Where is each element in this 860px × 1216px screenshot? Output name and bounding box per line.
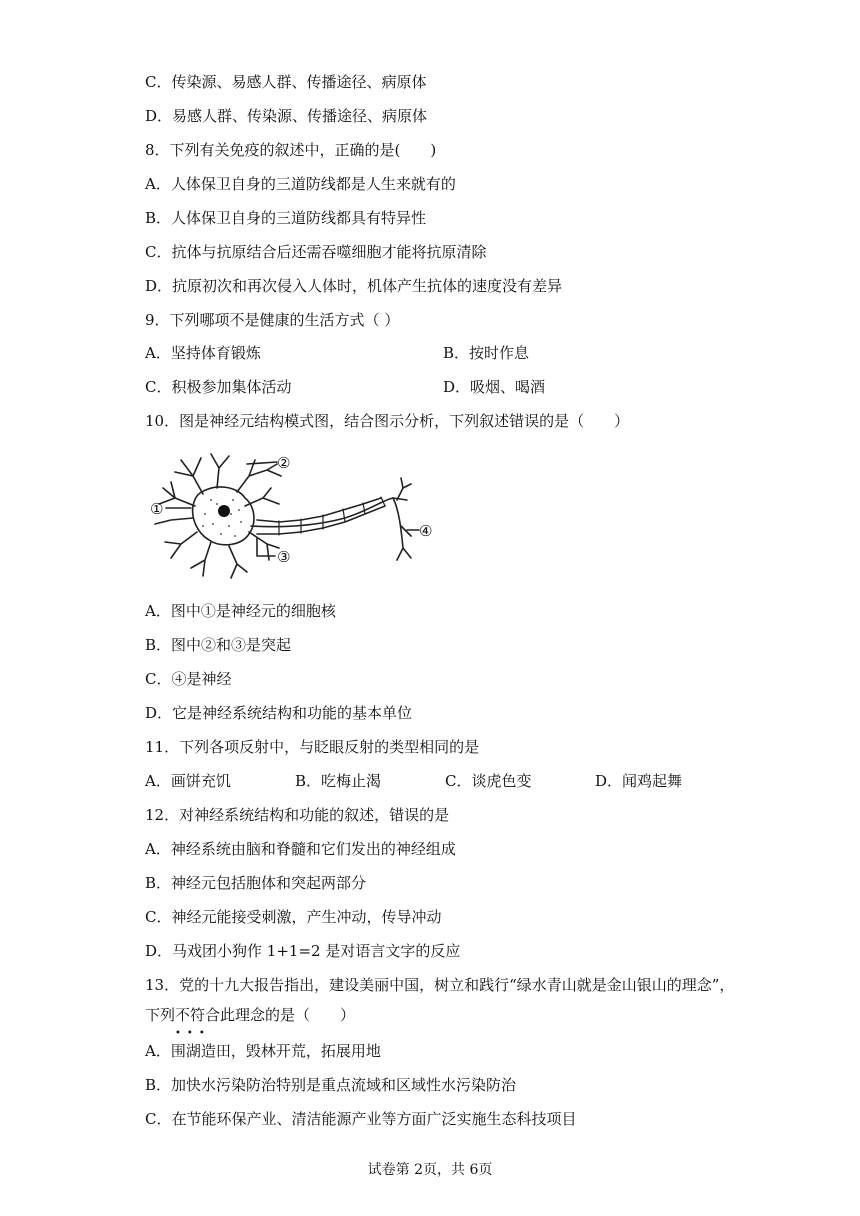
dendrite <box>229 546 247 578</box>
q10-stem: 10．图是神经元结构模式图，结合图示分析，下列叙述错误的是（ ） <box>145 412 630 430</box>
q11-option-c: C．谈虎色变 <box>445 772 532 790</box>
q11-stem: 11．下列各项反射中，与眨眼反射的类型相同的是 <box>145 738 480 756</box>
label-1: ① <box>150 500 164 518</box>
q10-option-a: A．图中①是神经元的细胞核 <box>145 602 336 620</box>
emphasis-dots-icon: ••• <box>175 1028 211 1039</box>
q12-option-b: B．神经元包括胞体和突起两部分 <box>145 874 367 892</box>
q13-option-c: C．在节能环保产业、清洁能源产业等方面广泛实施生态科技项目 <box>145 1110 577 1128</box>
q9-option-c: C．积极参加集体活动 <box>145 378 292 396</box>
dendrite <box>165 532 197 558</box>
dendrite <box>159 482 195 506</box>
q12-option-c: C．神经元能接受刺激，产生冲动，传导冲动 <box>145 908 442 926</box>
q8-option-b: B．人体保卫自身的三道防线都具有特异性 <box>145 209 427 227</box>
q8-option-d: D．抗原初次和再次侵入人体时，机体产生抗体的速度没有差异 <box>145 277 563 295</box>
q8-option-c: C．抗体与抗原结合后还需吞噬细胞才能将抗原清除 <box>145 243 487 261</box>
neuron-nucleus <box>218 505 230 517</box>
dendrite <box>245 488 279 506</box>
q12-option-d: D．马戏团小狗作 1+1=2 是对语言文字的反应 <box>145 942 461 960</box>
q13-emphasis-text: 不符合 <box>175 1006 221 1024</box>
q13-stem-pre: 下列 <box>145 1006 176 1024</box>
q12-option-a: A．神经系统由脑和脊髓和它们发出的神经组成 <box>145 840 456 858</box>
q13-emphasis <box>175 1006 221 1039</box>
q8-stem: 8．下列有关免疫的叙述中，正确的是( ) <box>145 141 437 159</box>
dendrite <box>175 458 203 494</box>
dendrite <box>191 542 211 576</box>
q13-stem-post: 此理念的是（ ） <box>220 1006 356 1024</box>
q13-stem-line2 <box>145 1005 356 1039</box>
q13-option-a: A．围湖造田，毁林开荒，拓展用地 <box>145 1042 381 1060</box>
q10-option-b: B．图中②和③是突起 <box>145 636 292 654</box>
q9-option-a: A．坚持体育锻炼 <box>145 344 261 362</box>
label-3: ③ <box>277 548 291 566</box>
q8-option-a: A．人体保卫自身的三道防线都是人生来就有的 <box>145 175 456 193</box>
q12-stem: 12．对神经系统结构和功能的叙述，错误的是 <box>145 806 450 824</box>
q11-option-a: A．画饼充饥 <box>145 772 231 790</box>
q11-option-b: B．吃梅止渴 <box>295 772 382 790</box>
neuron-diagram <box>145 448 445 583</box>
q13-stem-line1: 13．党的十九大报告指出，建设美丽中国，树立和践行“绿水青山就是金山银山的理念”， <box>145 976 735 994</box>
dendrite <box>211 454 229 488</box>
q9-stem: 9．下列哪项不是健康的生活方式（ ） <box>145 311 400 329</box>
q10-option-c: C．④是神经 <box>145 670 232 688</box>
q9-option-b: B．按时作息 <box>443 344 530 362</box>
label-2: ② <box>277 454 291 472</box>
dendrite <box>237 460 281 492</box>
label-4: ④ <box>419 522 433 540</box>
q9-option-d: D．吸烟、喝酒 <box>443 378 546 396</box>
q11-option-d: D．闻鸡起舞 <box>595 772 683 790</box>
q10-option-d: D．它是神经系统结构和功能的基本单位 <box>145 704 413 722</box>
q7-option-d: D．易感人群、传染源、传播途径、病原体 <box>145 107 428 125</box>
q7-option-c: C．传染源、易感人群、传播途径、病原体 <box>145 73 427 91</box>
page-footer: 试卷第 2页，共 6页 <box>367 1162 493 1178</box>
q13-option-b: B．加快水污染防治特别是重点流域和区域性水污染防治 <box>145 1076 517 1094</box>
dendrite <box>155 518 193 524</box>
axon-terminal <box>393 478 411 560</box>
